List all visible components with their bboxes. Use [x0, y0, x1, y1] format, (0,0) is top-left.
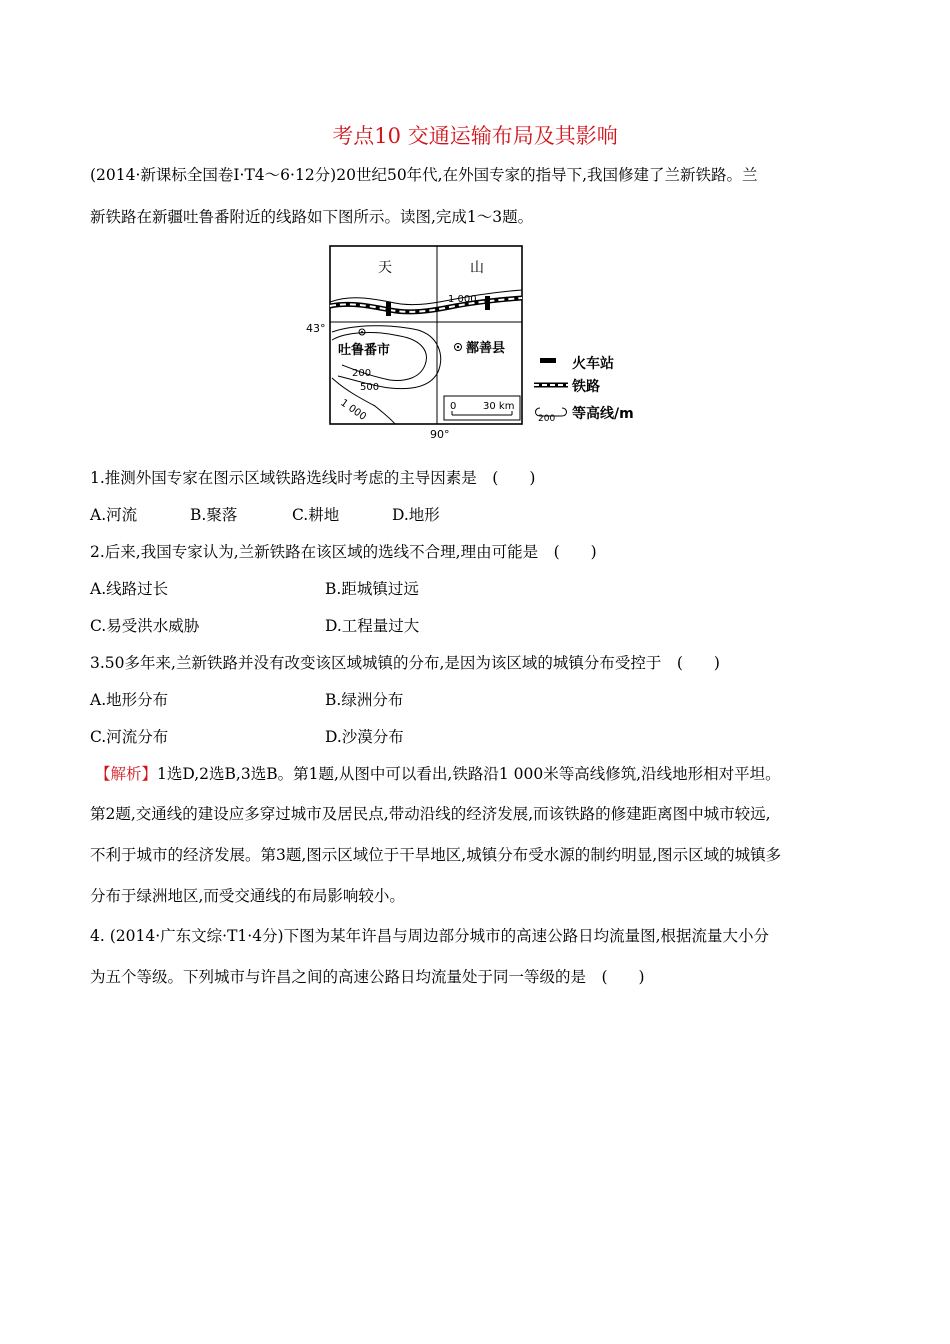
q3-option-c: C.河流分布 — [90, 728, 169, 746]
q2-option-b: B.距城镇过远 — [325, 580, 419, 598]
analysis-text-1: 1选D,2选B,3选B。第1题,从图中可以看出,铁路沿1 000米等高线修筑,沿线地形相对平坦。 — [157, 765, 781, 783]
legend-contour-label: 等高线/m — [572, 406, 634, 422]
scale-zero-label: 0 — [450, 401, 457, 412]
legend-railway-label: 铁路 — [572, 379, 600, 395]
q3-option-a: A.地形分布 — [90, 691, 169, 709]
contour-1000-bottom-label: 1 000 — [338, 397, 369, 423]
analysis-line-2: 第2题,交通线的建设应多穿过城市及居民点,带动沿线的经济发展,而该铁路的修建距离图中城市较远, — [90, 805, 771, 823]
station-west — [386, 302, 391, 316]
question-4-line-2: 为五个等级。下列城市与许昌之间的高速公路日均流量处于同一等级的是 ( ) — [90, 968, 645, 986]
contour-500-label: 500 — [360, 382, 380, 393]
question-2-stem: 2.后来,我国专家认为,兰新铁路在该区域的选线不合理,理由可能是 ( ) — [90, 543, 597, 561]
station-east — [485, 296, 490, 310]
legend-contour-value: 200 — [538, 414, 556, 424]
question-1-stem: 1.推测外国专家在图示区域铁路选线时考虑的主导因素是 ( ) — [90, 469, 536, 487]
question-3-stem: 3.50多年来,兰新铁路并没有改变该区域城镇的分布,是因为该区域的城镇分布受控于 ( ) — [90, 654, 720, 672]
analysis-line-4: 分布于绿洲地区,而受交通线的布局影响较小。 — [90, 887, 405, 905]
intro-line-1: (2014·新课标全国卷Ⅰ·T4～6·12分)20世纪50年代,在外国专家的指导下,我国修建了兰新铁路。兰 — [90, 166, 758, 184]
shanshan-label: 鄯善县 — [466, 341, 506, 356]
q1-option-c: C.耕地 — [292, 506, 340, 524]
q2-option-c: C.易受洪水威胁 — [90, 617, 200, 635]
contour-1000-top-label: 1 000 — [448, 294, 477, 305]
q3-option-b: B.绿洲分布 — [325, 691, 404, 709]
analysis-label: 【解析】 — [95, 765, 158, 783]
tian-label: 天 — [378, 260, 392, 276]
turpan-label: 吐鲁番市 — [338, 343, 391, 358]
question-4-line-1: 4. (2014·广东文综·T1·4分)下图为某年许昌与周边部分城市的高速公路日均流量图,根据流量大小分 — [90, 927, 770, 945]
shan-label: 山 — [470, 260, 484, 276]
analysis-line-1 — [95, 762, 781, 784]
legend-station-symbol — [540, 358, 556, 363]
contour-200-label: 200 — [352, 368, 372, 379]
q3-option-d: D.沙漠分布 — [325, 728, 404, 746]
longitude-label: 90° — [430, 428, 450, 440]
q2-option-d: D.工程量过大 — [325, 617, 420, 635]
scale-km-label: 30 km — [483, 401, 515, 412]
q1-option-b: B.聚落 — [190, 506, 238, 524]
legend-station-label: 火车站 — [572, 356, 614, 372]
latitude-label: 43° — [306, 322, 326, 335]
intro-line-2: 新铁路在新疆吐鲁番附近的线路如下图所示。读图,完成1～3题。 — [90, 208, 534, 226]
analysis-line-3: 不利于城市的经济发展。第3题,图示区域位于干旱地区,城镇分布受水源的制约明显,图示区域的城镇多 — [90, 846, 782, 864]
q1-option-d: D.地形 — [392, 506, 440, 524]
q2-option-a: A.线路过长 — [90, 580, 169, 598]
section-title: 考点10 交通运输布局及其影响 — [332, 124, 618, 148]
q1-option-a: A.河流 — [90, 506, 138, 524]
turpan-railway-map — [300, 240, 660, 440]
